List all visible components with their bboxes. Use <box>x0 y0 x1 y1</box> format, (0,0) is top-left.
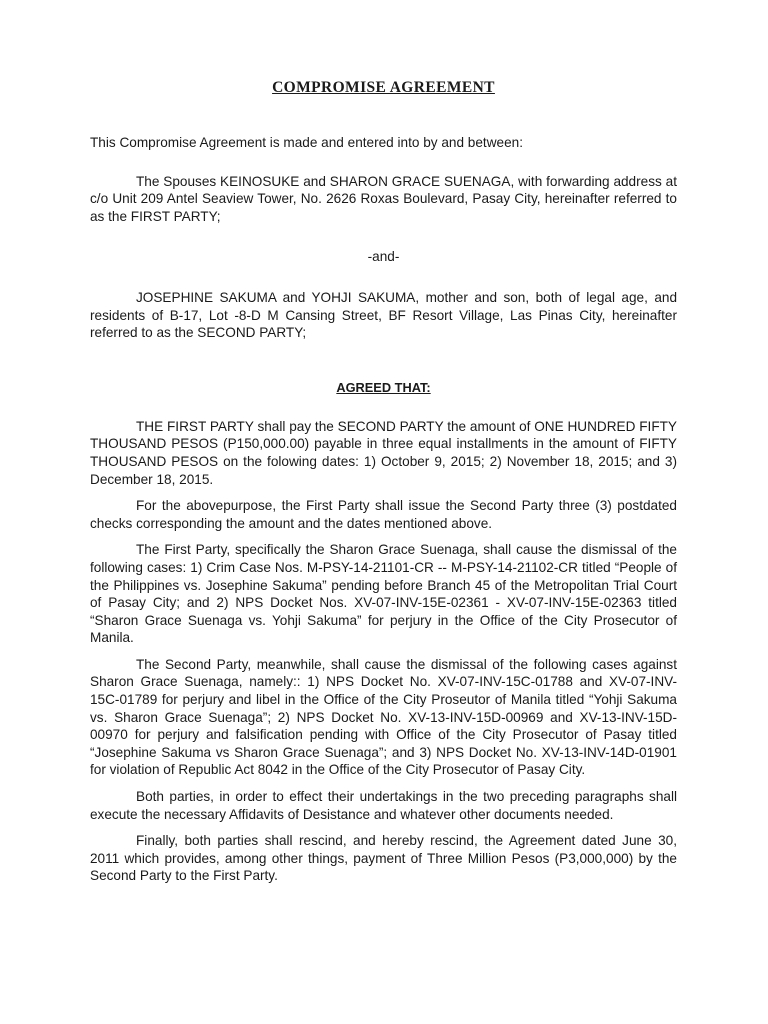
first-party-paragraph: The Spouses KEINOSUKE and SHARON GRACE SUENAGA, with forwarding address at c/o Unit 209 Antel Seaview Tower, No. 2626 Roxas Boulevard, Pasay City, hereinafter referred to as the FIRST PARTY; <box>90 173 677 224</box>
document-page <box>90 78 677 885</box>
first-party-dismissal-paragraph: The First Party, specifically the Sharon Grace Suenaga, shall cause the dismissal of the following cases: 1) Crim Case Nos. M-PSY-14-21101-CR -- M-PSY-14-21102-CR titled “People of the Philippines vs. Josephine Sakuma” pending before Branch 45 of the Metropolitan Trial Court of Pasay City; and 2) NPS Docket Nos. XV-07-INV-15E-02361 - XV-07-INV-15E-02363 titled “Sharon Grace Suenaga vs. Yohji Sakuma” for perjury in the Office of the City Prosecutor of Manila. <box>90 542 677 646</box>
rescission-paragraph: Finally, both parties shall rescind, and hereby rescind, the Agreement dated June 30, 2011 which provides, among other things, payment of Three Million Pesos (P3,000,000) by the Second Party to the First Party. <box>90 833 677 884</box>
second-party-paragraph: JOSEPHINE SAKUMA and YOHJI SAKUMA, mother and son, both of legal age, and residents of B-17, Lot -8-D M Cansing Street, BF Resort Village, Las Pinas City, hereinafter referred to as the SECOND PARTY; <box>90 289 677 341</box>
and-separator: -and- <box>367 249 400 265</box>
checks-paragraph: For the abovepurpose, the First Party shall issue the Second Party three (3) postdated checks corresponding the amount and the dates mentioned above. <box>90 498 677 531</box>
document-title: COMPROMISE AGREEMENT <box>272 79 495 96</box>
affidavits-paragraph: Both parties, in order to effect their undertakings in the two preceding paragraphs shall execute the necessary Affidavits of Desistance and whatever other documents needed. <box>90 789 677 822</box>
agreed-heading: AGREED THAT: <box>336 379 431 395</box>
payment-paragraph: THE FIRST PARTY shall pay the SECOND PARTY the amount of ONE HUNDRED FIFTY THOUSAND PESOS (P150,000.00) payable in three equal installments in the amount of FIFTY THOUSAND PESOS on the folowing dates: 1) October 9, 2015; 2) November 18, 2015; and 3) December 18, 2015. <box>90 418 677 487</box>
intro-line: This Compromise Agreement is made and entered into by and between: <box>90 135 523 150</box>
second-party-dismissal-paragraph: The Second Party, meanwhile, shall cause the dismissal of the following cases against Sharon Grace Suenaga, namely:: 1) NPS Docket No. XV-07-INV-15C-01788 and XV-07-INV-15C-01789 for perjury and libel in the Office of the City Proseutor of Manila titled “Yohji Sakuma vs. Sharon Grace Suenaga”; 2) NPS Docket No. XV-13-INV-15D-00969 and XV-13-INV-15D-00970 for perjury and falsification pending with Office of the City Prosecutor of Pasay titled “Josephine Sakuma vs Sharon Grace Suenaga”; and 3) NPS Docket No. XV-13-INV-14D-01901 for violation of Republic Act 8042 in the Office of the City Prosecutor of Pasay City. <box>90 656 677 778</box>
